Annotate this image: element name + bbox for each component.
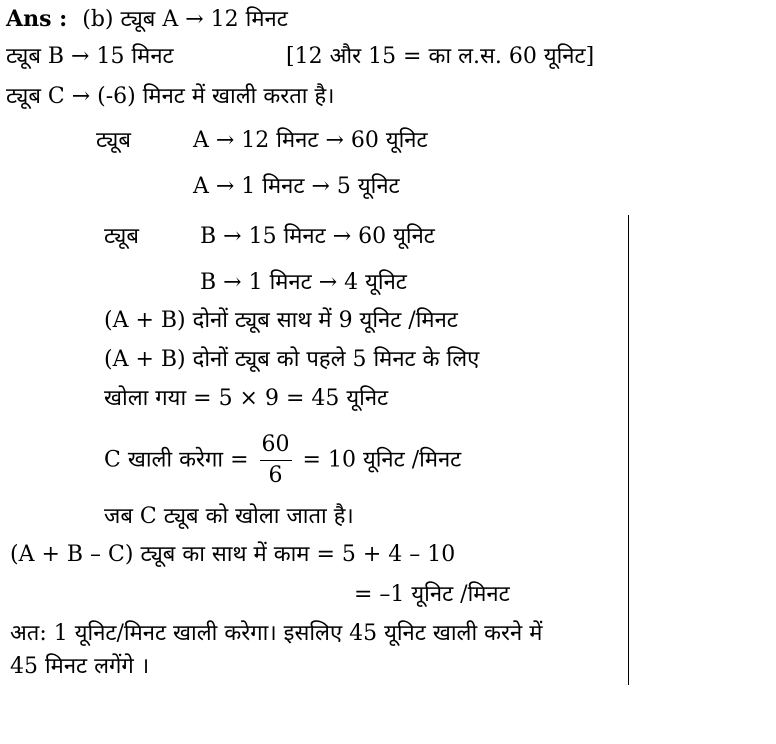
line-6-label: ट्यूब <box>104 224 139 249</box>
vertical-rule <box>628 215 629 685</box>
c-empty-result: = 10 यूनिट /मिनट <box>302 447 462 473</box>
line-5: A → 1 मिनट → 5 यूनिट <box>193 174 400 199</box>
line-9: (A + B) दोनों ट्यूब को पहले 5 मिनट के लिए <box>104 347 480 372</box>
line-6: B → 15 मिनट → 60 यूनिट <box>200 224 435 249</box>
line-4-label: ट्यूब <box>96 128 131 153</box>
line-12: जब C ट्यूब को खोला जाता है। <box>104 504 354 529</box>
line-14: = –1 यूनिट /मिनट <box>354 582 510 607</box>
tube-b-time: ट्यूब B → 15 मिनट <box>6 44 174 69</box>
answer-label: Ans : <box>6 6 68 32</box>
answer-option: (b) ट्यूब A → 12 मिनट <box>82 7 288 32</box>
line-10: खोला गया = 5 × 9 = 45 यूनिट <box>104 386 389 411</box>
line-8: (A + B) दोनों ट्यूब साथ में 9 यूनिट /मिनट <box>104 308 458 333</box>
line-7: B → 1 मिनट → 4 यूनिट <box>200 270 407 295</box>
line-16: 45 मिनट लगेंगे । <box>10 654 150 679</box>
c-empty-label: C खाली करेगा = <box>104 447 249 473</box>
line-3: ट्यूब C → (-6) मिनट में खाली करता है। <box>6 84 335 109</box>
fraction <box>260 430 292 491</box>
lcm-note: [12 और 15 = का ल.स. 60 यूनिट] <box>286 44 595 69</box>
line-4: A → 12 मिनट → 60 यूनिट <box>193 128 428 153</box>
line-11 <box>104 430 461 491</box>
line-2 <box>6 42 174 72</box>
line-1 <box>6 4 288 35</box>
line-13: (A + B – C) ट्यूब का साथ में काम = 5 + 4 – 10 <box>10 542 456 567</box>
fraction-denominator: 6 <box>268 463 283 488</box>
line-15: अत: 1 यूनिट/मिनट खाली करेगा। इसलिए 45 यूनिट खाली करने में <box>10 621 543 646</box>
fraction-numerator: 60 <box>260 430 292 461</box>
